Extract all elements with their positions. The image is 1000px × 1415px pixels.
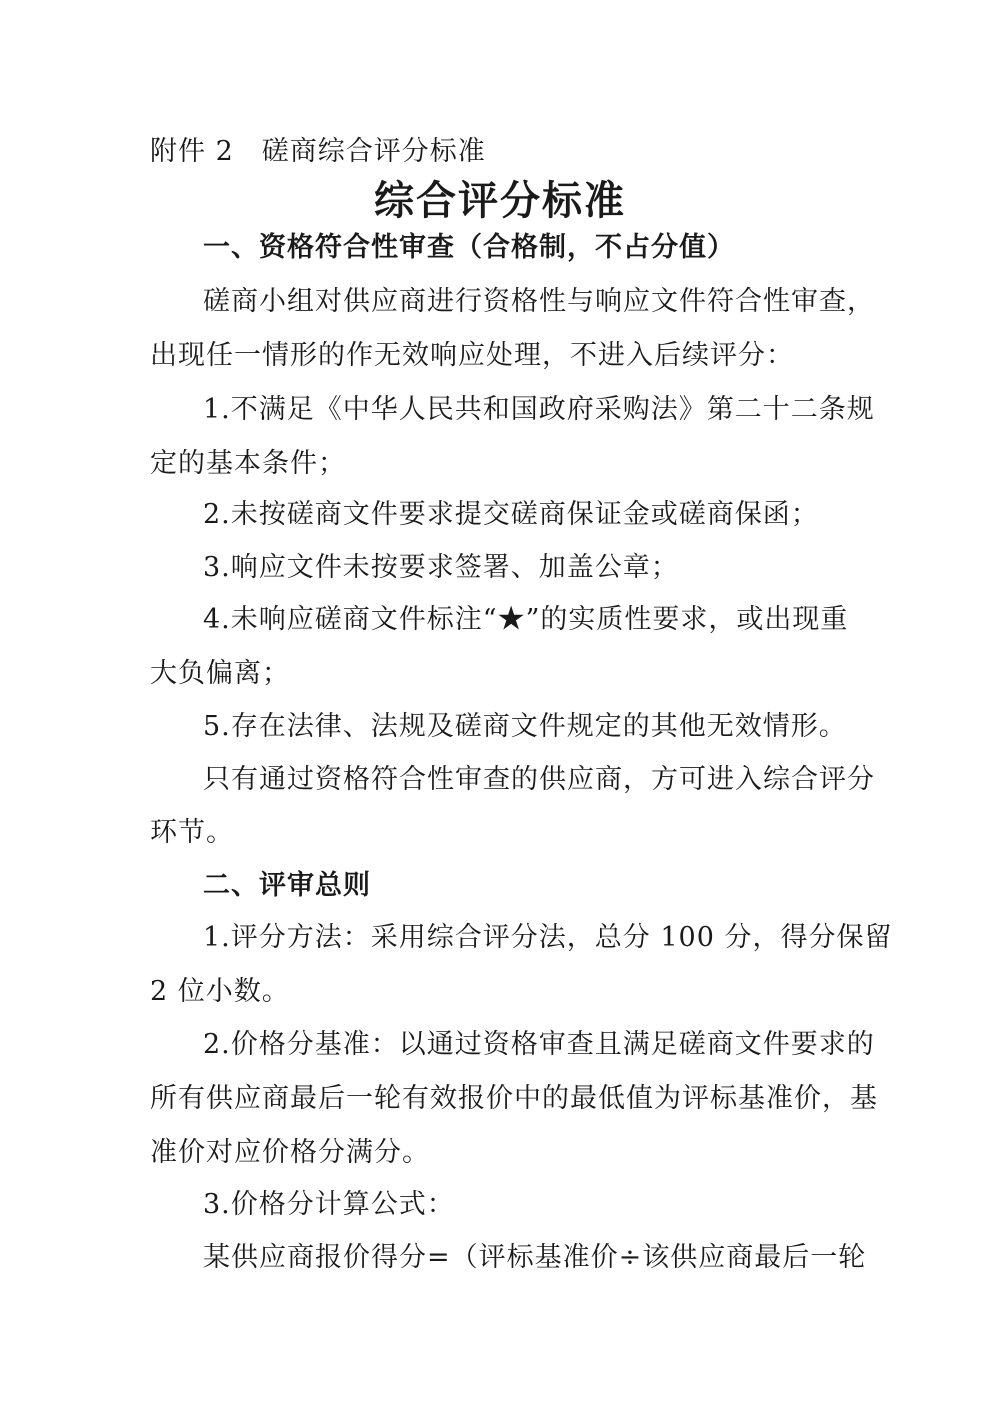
section1-outro-line2: 环节。	[150, 817, 234, 848]
section1-intro-line2: 出现任一情形的作无效响应处理，不进入后续评分：	[150, 340, 794, 371]
section2-item3: 3.价格分计算公式：	[203, 1189, 455, 1220]
section1-item4-line2: 大负偏离；	[150, 658, 290, 689]
section1-heading: 一、资格符合性审查（合格制，不占分值）	[203, 232, 735, 263]
section1-intro-line1: 磋商小组对供应商进行资格性与响应文件符合性审查，	[203, 286, 875, 317]
section2-item2-line3: 准价对应价格分满分。	[150, 1137, 430, 1168]
section2-item2-line1: 2.价格分基准：以通过资格审查且满足磋商文件要求的	[203, 1029, 875, 1060]
section2-item1-line2: 2 位小数。	[150, 976, 290, 1007]
section1-item1-line2: 定的基本条件；	[150, 448, 346, 479]
section2-item1-line1: 1.评分方法：采用综合评分法，总分 100 分，得分保留	[203, 922, 893, 953]
section2-item2-line2: 所有供应商最后一轮有效报价中的最低值为评标基准价，基	[150, 1083, 878, 1114]
section1-item5: 5.存在法律、法规及磋商文件规定的其他无效情形。	[203, 711, 847, 742]
section1-outro-line1: 只有通过资格符合性审查的供应商，方可进入综合评分	[203, 764, 875, 795]
section1-item4-line1: 4.未响应磋商文件标注“★”的实质性要求，或出现重	[203, 604, 849, 635]
section1-item3: 3.响应文件未按要求签署、加盖公章；	[203, 552, 679, 583]
document-title: 综合评分标准	[374, 178, 626, 224]
attachment-label: 附件 2 磋商综合评分标准	[150, 136, 486, 167]
section1-item1-line1: 1.不满足《中华人民共和国政府采购法》第二十二条规	[203, 394, 875, 425]
section1-item2: 2.未按磋商文件要求提交磋商保证金或磋商保函；	[203, 499, 819, 530]
section2-formula-line1: 某供应商报价得分=（评标基准价÷该供应商最后一轮	[203, 1242, 867, 1273]
section2-heading: 二、评审总则	[203, 870, 371, 901]
